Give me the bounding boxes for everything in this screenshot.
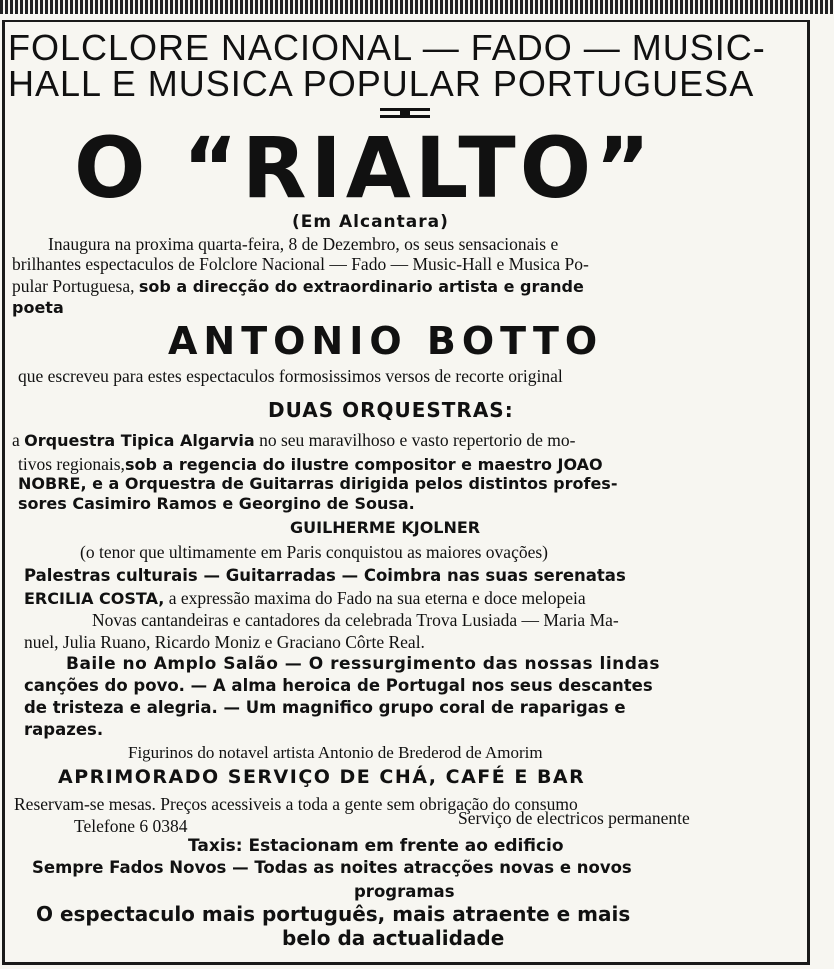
telefone: Telefone 6 0384 <box>74 816 188 836</box>
baile-line-1: Baile no Amplo Salão — O ressurgimento das nossas lindas <box>66 654 661 674</box>
orchestras-line-1: a Orquestra Tipica Algarvia no seu maravilhoso e vasto repertorio de mo- <box>12 430 576 450</box>
closing-line-2: belo da actualidade <box>282 926 505 950</box>
header-line-2: HALL E MUSICA POPULAR PORTUGUESA <box>8 63 755 104</box>
intro-line-1: Inaugura na proxima quarta-feira, 8 de Dezembro, os seus sensacionais e <box>48 234 559 254</box>
figurinos-line: Figurinos do notavel artista Antonio de Brederod de Amorim <box>128 743 543 762</box>
subtitle-location: (Em Alcantara) <box>292 212 449 232</box>
fados-line-1: Sempre Fados Novos — Todas as noites atracções novas e novos <box>32 858 632 877</box>
closing-line-1: O espectaculo mais português, mais atraente e mais <box>36 902 631 926</box>
title-rialto: O “RIALTO” <box>74 119 655 217</box>
intro-line-2: brilhantes espectaculos de Folclore Nacional — Fado — Music-Hall e Musica Po- <box>12 254 589 274</box>
taxis-line: Taxis: Estacionam em frente ao edificio <box>188 836 564 856</box>
baile-line-3: de tristeza e alegria. — Um magnifico grupo coral de raparigas e <box>24 698 626 717</box>
palestras-line: Palestras culturais — Guitarradas — Coimbra nas suas serenatas <box>24 566 626 585</box>
fados-line-2: programas <box>354 882 455 901</box>
tenor-description: (o tenor que ultimamente em Paris conquistou as maiores ovações) <box>80 542 548 562</box>
verses-line: que escreveu para estes espectaculos formosissimos versos de recorte original <box>18 366 563 386</box>
cantadores-line-2: nuel, Julia Ruano, Ricardo Moniz e Graciano Côrte Real. <box>24 632 425 652</box>
artist-name: ANTONIO BOTTO <box>168 319 604 363</box>
divider-ornament <box>380 108 430 118</box>
servico-line: APRIMORADO SERVIÇO DE CHÁ, CAFÉ E BAR <box>58 766 586 788</box>
cantadores-line-1: Novas cantandeiras e cantadores da celebrada Trova Lusiada — Maria Ma- <box>92 610 619 630</box>
tenor-name: GUILHERME KJOLNER <box>290 518 481 537</box>
intro-line-4: poeta <box>12 298 64 317</box>
mesas-line: Reservam-se mesas. Preços acessiveis a toda a gente sem obrigação do consumo <box>14 794 578 814</box>
ercilia-line: ERCILIA COSTA, a expressão maxima do Fado na sua eterna e doce melopeia <box>24 588 586 608</box>
electricos-line: Serviço de electricos permanente <box>458 808 690 828</box>
orchestras-line-2: tivos regionais,sob a regencia do ilustre compositor e maestro JOAO <box>18 454 603 474</box>
baile-line-4: rapazes. <box>24 720 104 739</box>
baile-line-2: canções do povo. — A alma heroica de Portugal nos seus descantes <box>24 676 653 695</box>
orchestras-line-4: sores Casimiro Ramos e Georgino de Sousa. <box>18 494 415 513</box>
orchestras-line-3: NOBRE, e a Orquestra de Guitarras dirigida pelos distintos profes- <box>18 474 618 493</box>
top-ornamental-rule <box>0 0 834 14</box>
orchestras-heading: DUAS ORQUESTRAS: <box>268 398 514 422</box>
intro-line-3: pular Portuguesa, sob a direcção do extraordinario artista e grande <box>12 276 584 296</box>
header-line-1: FOLCLORE NACIONAL — FADO — MUSIC- <box>8 27 766 68</box>
